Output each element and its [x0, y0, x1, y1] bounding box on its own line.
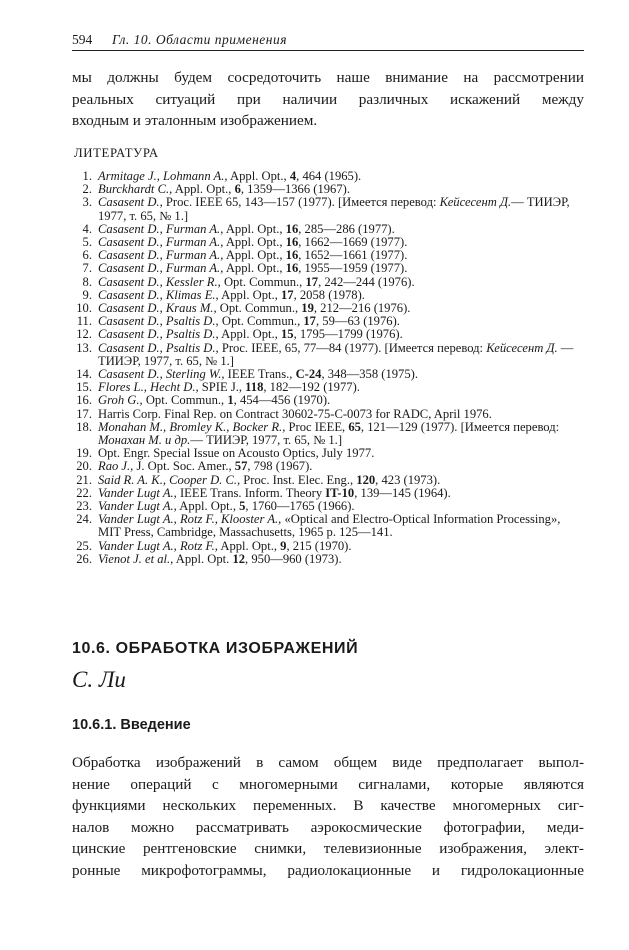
reference-number: 18. — [76, 419, 92, 434]
reference-volume: 5 — [239, 499, 246, 514]
body-line: Обработка изображений в самом общем виде предполагает выпол- — [72, 754, 584, 771]
section-author: С. Ли — [72, 667, 126, 692]
reference-text: Proc. IEEE, 65, 77—84 (1977). [Имеется перевод: — [218, 340, 487, 355]
reference-text: , 2058 (1978). — [293, 287, 365, 302]
intro-line: мы должны будем сосредоточить наше внимание на рассмотрении — [72, 69, 584, 86]
reference-authors: Vander Lugt A., Rotz F., — [98, 538, 218, 553]
reference-number: 14. — [76, 367, 92, 382]
reference-text: Proc IEEE, — [285, 419, 349, 434]
reference-text: — ТИИЭР, 1977, т. 65, № 1.] — [190, 433, 343, 448]
reference-item — [74, 513, 582, 539]
reference-text: Opt. Commun., — [220, 274, 306, 289]
reference-text: Proc. Inst. Elec. Eng., — [240, 472, 357, 487]
reference-number: 5. — [82, 235, 92, 250]
reference-number: 22. — [76, 485, 92, 500]
reference-authors: Casasent D., Kraus M., — [98, 301, 217, 316]
reference-authors: Casasent D., Furman A., — [98, 235, 224, 250]
reference-authors: Groh G., — [98, 393, 143, 408]
reference-number: 4. — [82, 221, 92, 236]
reference-number: 2. — [82, 182, 92, 197]
reference-text: , 348—358 (1975). — [321, 367, 418, 382]
reference-number: 7. — [82, 261, 92, 276]
reference-volume: 1 — [227, 393, 234, 408]
reference-volume: 17 — [303, 314, 316, 329]
reference-authors: Casasent D., Furman A., — [98, 221, 224, 236]
body-line: функциями нескольких переменных. В качестве многомерных сиг- — [72, 797, 584, 814]
reference-text: Appl. Opt. — [173, 551, 233, 566]
reference-text: Opt. Engr. Special Issue on Acousto Optics, July 1977. — [98, 446, 375, 461]
reference-number: 25. — [76, 538, 92, 553]
body-paragraph — [72, 752, 584, 881]
reference-volume: 16 — [285, 261, 299, 276]
reference-text: , 212—216 (1976). — [313, 301, 411, 316]
reference-text: , 121—129 (1977). [Имеется перевод: — [360, 419, 560, 434]
reference-volume: 6 — [234, 182, 241, 197]
reference-number: 23. — [76, 499, 92, 514]
intro-paragraph — [72, 67, 584, 132]
reference-text: , 950—960 (1973). — [245, 551, 342, 566]
body-line: нение операций с многомерными сигналами, которые являются — [72, 775, 584, 793]
reference-text: , 464 (1965). — [296, 169, 362, 183]
reference-authors: Casasent D., Psaltis D., — [98, 327, 219, 342]
reference-volume: 17 — [305, 274, 319, 289]
reference-authors: Casasent D., — [98, 195, 163, 210]
reference-text: , 1795—1799 (1976). — [293, 327, 403, 342]
reference-authors: Монахан М. и др. — [98, 433, 191, 448]
reference-volume: 19 — [301, 301, 314, 316]
reference-volume: 4 — [289, 169, 297, 183]
reference-text: Opt. Commun., — [216, 301, 302, 316]
reference-text: Harris Corp. Final Rep. on Contract 30602-75-C-0073 for RADC, April 1976. — [98, 406, 492, 421]
reference-text: , 215 (1970). — [286, 538, 352, 553]
section-title: 10.6. ОБРАБОТКА ИЗОБРАЖЕНИЙ — [72, 640, 359, 657]
reference-text: , 285—286 (1977). — [298, 221, 395, 236]
reference-volume: 16 — [285, 221, 299, 236]
reference-number: 15. — [76, 380, 92, 395]
reference-text: , 59—63 (1976). — [315, 314, 400, 329]
reference-volume: 65 — [348, 419, 361, 434]
reference-item — [74, 553, 582, 566]
reference-number: 1. — [82, 169, 92, 183]
reference-authors: Кейсесент Д. — [439, 195, 512, 210]
reference-volume: 16 — [285, 248, 299, 263]
body-line: налов можно рассматривать аэрокосмические фотографии, меди- — [72, 818, 584, 836]
reference-authors: Кейсесент Д. — [486, 340, 558, 355]
reference-number: 26. — [76, 551, 92, 566]
reference-volume: 12 — [232, 551, 246, 566]
reference-authors: Vienot J. et al., — [98, 551, 174, 566]
reference-authors: Casasent D., Kessler R., — [98, 274, 221, 289]
reference-number: 20. — [76, 459, 92, 474]
reference-text: Opt. Commun., — [142, 393, 228, 408]
reference-number: 12. — [76, 327, 92, 342]
reference-text: Appl. Opt., — [223, 221, 286, 236]
reference-authors: Monahan M., Bromley K., Bocker R., — [98, 419, 286, 434]
reference-text: Appl. Opt., — [223, 235, 286, 250]
reference-volume: 118 — [245, 380, 264, 395]
body-line: цинские рентгеновские снимки, телевизионные изображения, элект- — [72, 840, 584, 857]
intro-line: реальных ситуаций при наличии различных искажений между — [72, 90, 584, 108]
reference-text: — ТИИЭР, 1977, т. 65, № 1.] — [98, 340, 574, 368]
reference-authors: Burckhardt C., — [98, 182, 173, 197]
reference-authors: Armitage J., Lohmann A., — [98, 169, 228, 183]
reference-number: 24. — [76, 512, 92, 527]
reference-text: «Optical and Electro-Optical Information Processing», MIT Press, Cambridge, Massachusetts, 1965 p. 125—141. — [98, 512, 561, 540]
reference-authors: Casasent D., Furman A., — [98, 261, 224, 276]
reference-number: 19. — [76, 446, 92, 461]
reference-text: , 1359—1366 (1967). — [240, 182, 350, 197]
reference-volume: 17 — [280, 287, 294, 302]
reference-text: Appl. Opt., — [223, 248, 286, 263]
reference-volume: 57 — [234, 459, 248, 474]
reference-authors: Vander Lugt A., Rotz F., Klooster A., — [98, 512, 282, 527]
reference-number: 8. — [82, 274, 92, 289]
reference-number: 11. — [76, 314, 92, 329]
reference-authors: Rao J., — [98, 459, 134, 474]
reference-authors: Casasent D., Psaltis D., — [98, 340, 219, 355]
reference-text: , 1662—1669 (1977). — [298, 235, 408, 250]
body-line: ронные микрофотограммы, радиолокационные и гидролокационные — [72, 861, 584, 879]
reference-text: J. Opt. Soc. Amer., — [133, 459, 235, 474]
reference-number: 3. — [82, 195, 92, 210]
reference-text: IEEE Trans., — [224, 367, 296, 382]
reference-authors: Casasent D., Psaltis D., — [98, 314, 219, 329]
reference-authors: Said R. A. K., Cooper D. C., — [98, 472, 241, 487]
reference-number: 10. — [76, 301, 92, 316]
reference-authors: Casasent D., Sterling W., — [98, 367, 225, 382]
reference-list — [74, 170, 582, 566]
reference-number: 9. — [82, 287, 92, 302]
reference-authors: Casasent D., Klimas E., — [98, 287, 219, 302]
reference-number: 13. — [76, 340, 92, 355]
reference-text: Appl. Opt., — [172, 182, 235, 197]
running-title: Гл. 10. Области применения — [112, 32, 287, 47]
reference-number: 16. — [76, 393, 92, 408]
reference-number: 6. — [82, 248, 92, 263]
reference-volume: C-24 — [295, 367, 322, 382]
reference-text: , 242—244 (1976). — [318, 274, 415, 289]
literature-heading: ЛИТЕРАТУРА — [74, 146, 159, 160]
reference-text: Proc. IEEE 65, 143—157 (1977). [Имеется перевод: — [162, 195, 440, 210]
reference-item — [74, 342, 582, 368]
reference-authors: Casasent D., Furman A., — [98, 248, 224, 263]
header-rule — [72, 50, 584, 51]
reference-text: , 454—456 (1970). — [233, 393, 331, 408]
reference-text: — ТИИЭР, 1977, т. 65, № 1.] — [98, 195, 570, 223]
reference-authors: Flores L., Hecht D., — [98, 380, 199, 395]
reference-volume: IT-10 — [325, 485, 355, 500]
reference-text: Appl. Opt., — [176, 499, 240, 514]
reference-text: , 1955—1959 (1977). — [298, 261, 408, 276]
reference-text: Opt. Commun., — [218, 314, 304, 329]
reference-text: , 1760—1765 (1966). — [245, 499, 355, 514]
reference-text: , 423 (1973). — [375, 472, 441, 487]
reference-volume: 16 — [285, 235, 299, 250]
reference-number: 17. — [76, 406, 92, 421]
reference-text: Appl. Opt., — [218, 327, 281, 342]
reference-item — [74, 196, 582, 222]
reference-text: , 139—145 (1964). — [354, 485, 451, 500]
subsection-title: 10.6.1. Введение — [72, 717, 191, 733]
reference-text: Appl. Opt., — [227, 169, 290, 183]
reference-text: , 182—192 (1977). — [263, 380, 360, 395]
running-header — [72, 30, 584, 52]
reference-item — [74, 421, 582, 447]
reference-text: , 798 (1967). — [247, 459, 313, 474]
reference-volume: 15 — [280, 327, 294, 342]
reference-text: SPIE J., — [198, 380, 246, 395]
intro-line: входным и эталонным изображением. — [72, 112, 318, 129]
reference-authors: Vander Lugt A., — [98, 499, 177, 514]
reference-authors: Vander Lugt A., — [98, 485, 177, 500]
reference-text: Appl. Opt., — [223, 261, 286, 276]
reference-text: IEEE Trans. Inform. Theory — [176, 485, 326, 500]
reference-volume: 9 — [280, 538, 287, 553]
page-number: 594 — [72, 32, 93, 47]
reference-volume: 120 — [356, 472, 376, 487]
reference-text: Appl. Opt., — [218, 287, 281, 302]
reference-text: Appl. Opt., — [217, 538, 281, 553]
reference-text: , 1652—1661 (1977). — [298, 248, 408, 263]
reference-number: 21. — [76, 472, 92, 487]
